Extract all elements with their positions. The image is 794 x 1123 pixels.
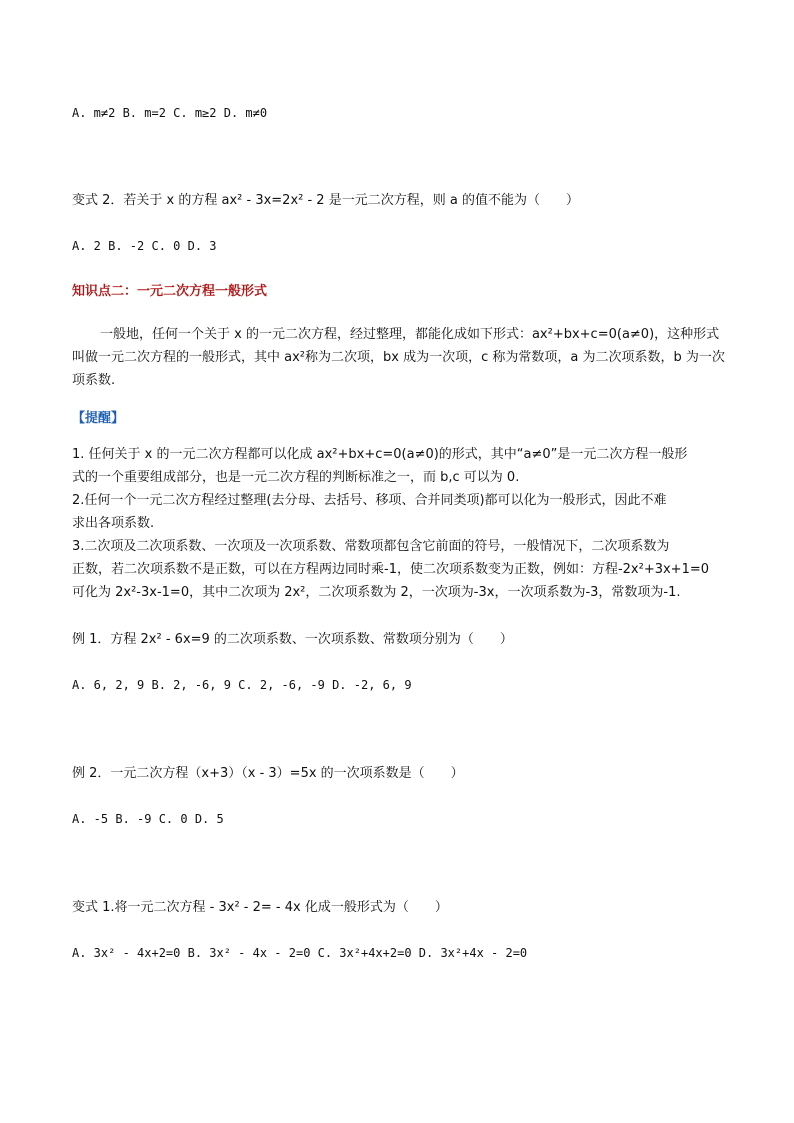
knowledge-point-heading: 知识点二：一元二次方程一般形式 [72,284,268,299]
variant-2-options: A. 2 B. -2 C. 0 D. 3 [72,239,217,253]
knowledge-point-body: 一般地，任何一个关于 x 的一元二次方程，经过整理，都能化成如下形式：ax²+bx+c=0(a≠0)，这种形式叫做一元二次方程的一般形式，其中 ax²称为二次项，bx 成为一次项，c 称为常数项，a 为二次项系数，b 为一次项系数. [72,327,725,388]
reminder-item-3-line-2: 正数，若二次项系数不是正数，可以在方程两边同时乘-1，使二次项系数变为正数，例如：方程-2x²+3x+1=0 [72,562,710,577]
example-2-options: A. -5 B. -9 C. 0 D. 5 [72,812,224,826]
previous-question-options: A. m≠2 B. m=2 C. m≥2 D. m≠0 [72,106,268,120]
reminder-notes [72,443,732,604]
variant-2-question: 变式 2．若关于 x 的方程 ax² - 3x=2x² - 2 是一元二次方程，则 a 的值不能为（ ） [72,193,579,208]
reminder-item-2-line-1: 2.任何一个一元二次方程经过整理(去分母、去括号、移项、合并同类项)都可以化为一般形式，因此不难 [72,493,667,508]
example-2-question: 例 2．一元二次方程（x+3）（x - 3）=5x 的一次项系数是（ ） [72,766,464,781]
variant-1-question: 变式 1.将一元二次方程 - 3x² - 2= - 4x 化成一般形式为（ ） [72,900,448,915]
example-1-options: A. 6, 2, 9 B. 2, -6, 9 C. 2, -6, -9 D. -2, 6, 9 [72,678,412,692]
reminder-item-2-line-2: 求出各项系数. [72,516,155,531]
reminder-item-1-line-2: 式的一个重要组成部分，也是一元二次方程的判断标准之一，而 b,c 可以为 0. [72,470,520,485]
variant-1-options: A. 3x² - 4x+2=0 B. 3x² - 4x - 2=0 C. 3x²+4x+2=0 D. 3x²+4x - 2=0 [72,946,528,960]
example-1-question: 例 1．方程 2x² - 6x=9 的二次项系数、一次项系数、常数项分别为（ ） [72,632,513,647]
reminder-item-1-line-1: 1. 任何关于 x 的一元二次方程都可以化成 ax²+bx+c=0(a≠0)的形式，其中“a≠0”是一元二次方程一般形 [72,447,688,462]
reminder-item-3-line-1: 3.二次项及二次项系数、一次项及一次项系数、常数项都包含它前面的符号，一般情况下，二次项系数为 [72,539,670,554]
reminder-title: 【提醒】 [72,411,125,426]
reminder-item-3-line-3: 可化为 2x²-3x-1=0，其中二次项为 2x²，二次项系数为 2，一次项为-3x，一次项系数为-3，常数项为-1. [72,585,681,600]
